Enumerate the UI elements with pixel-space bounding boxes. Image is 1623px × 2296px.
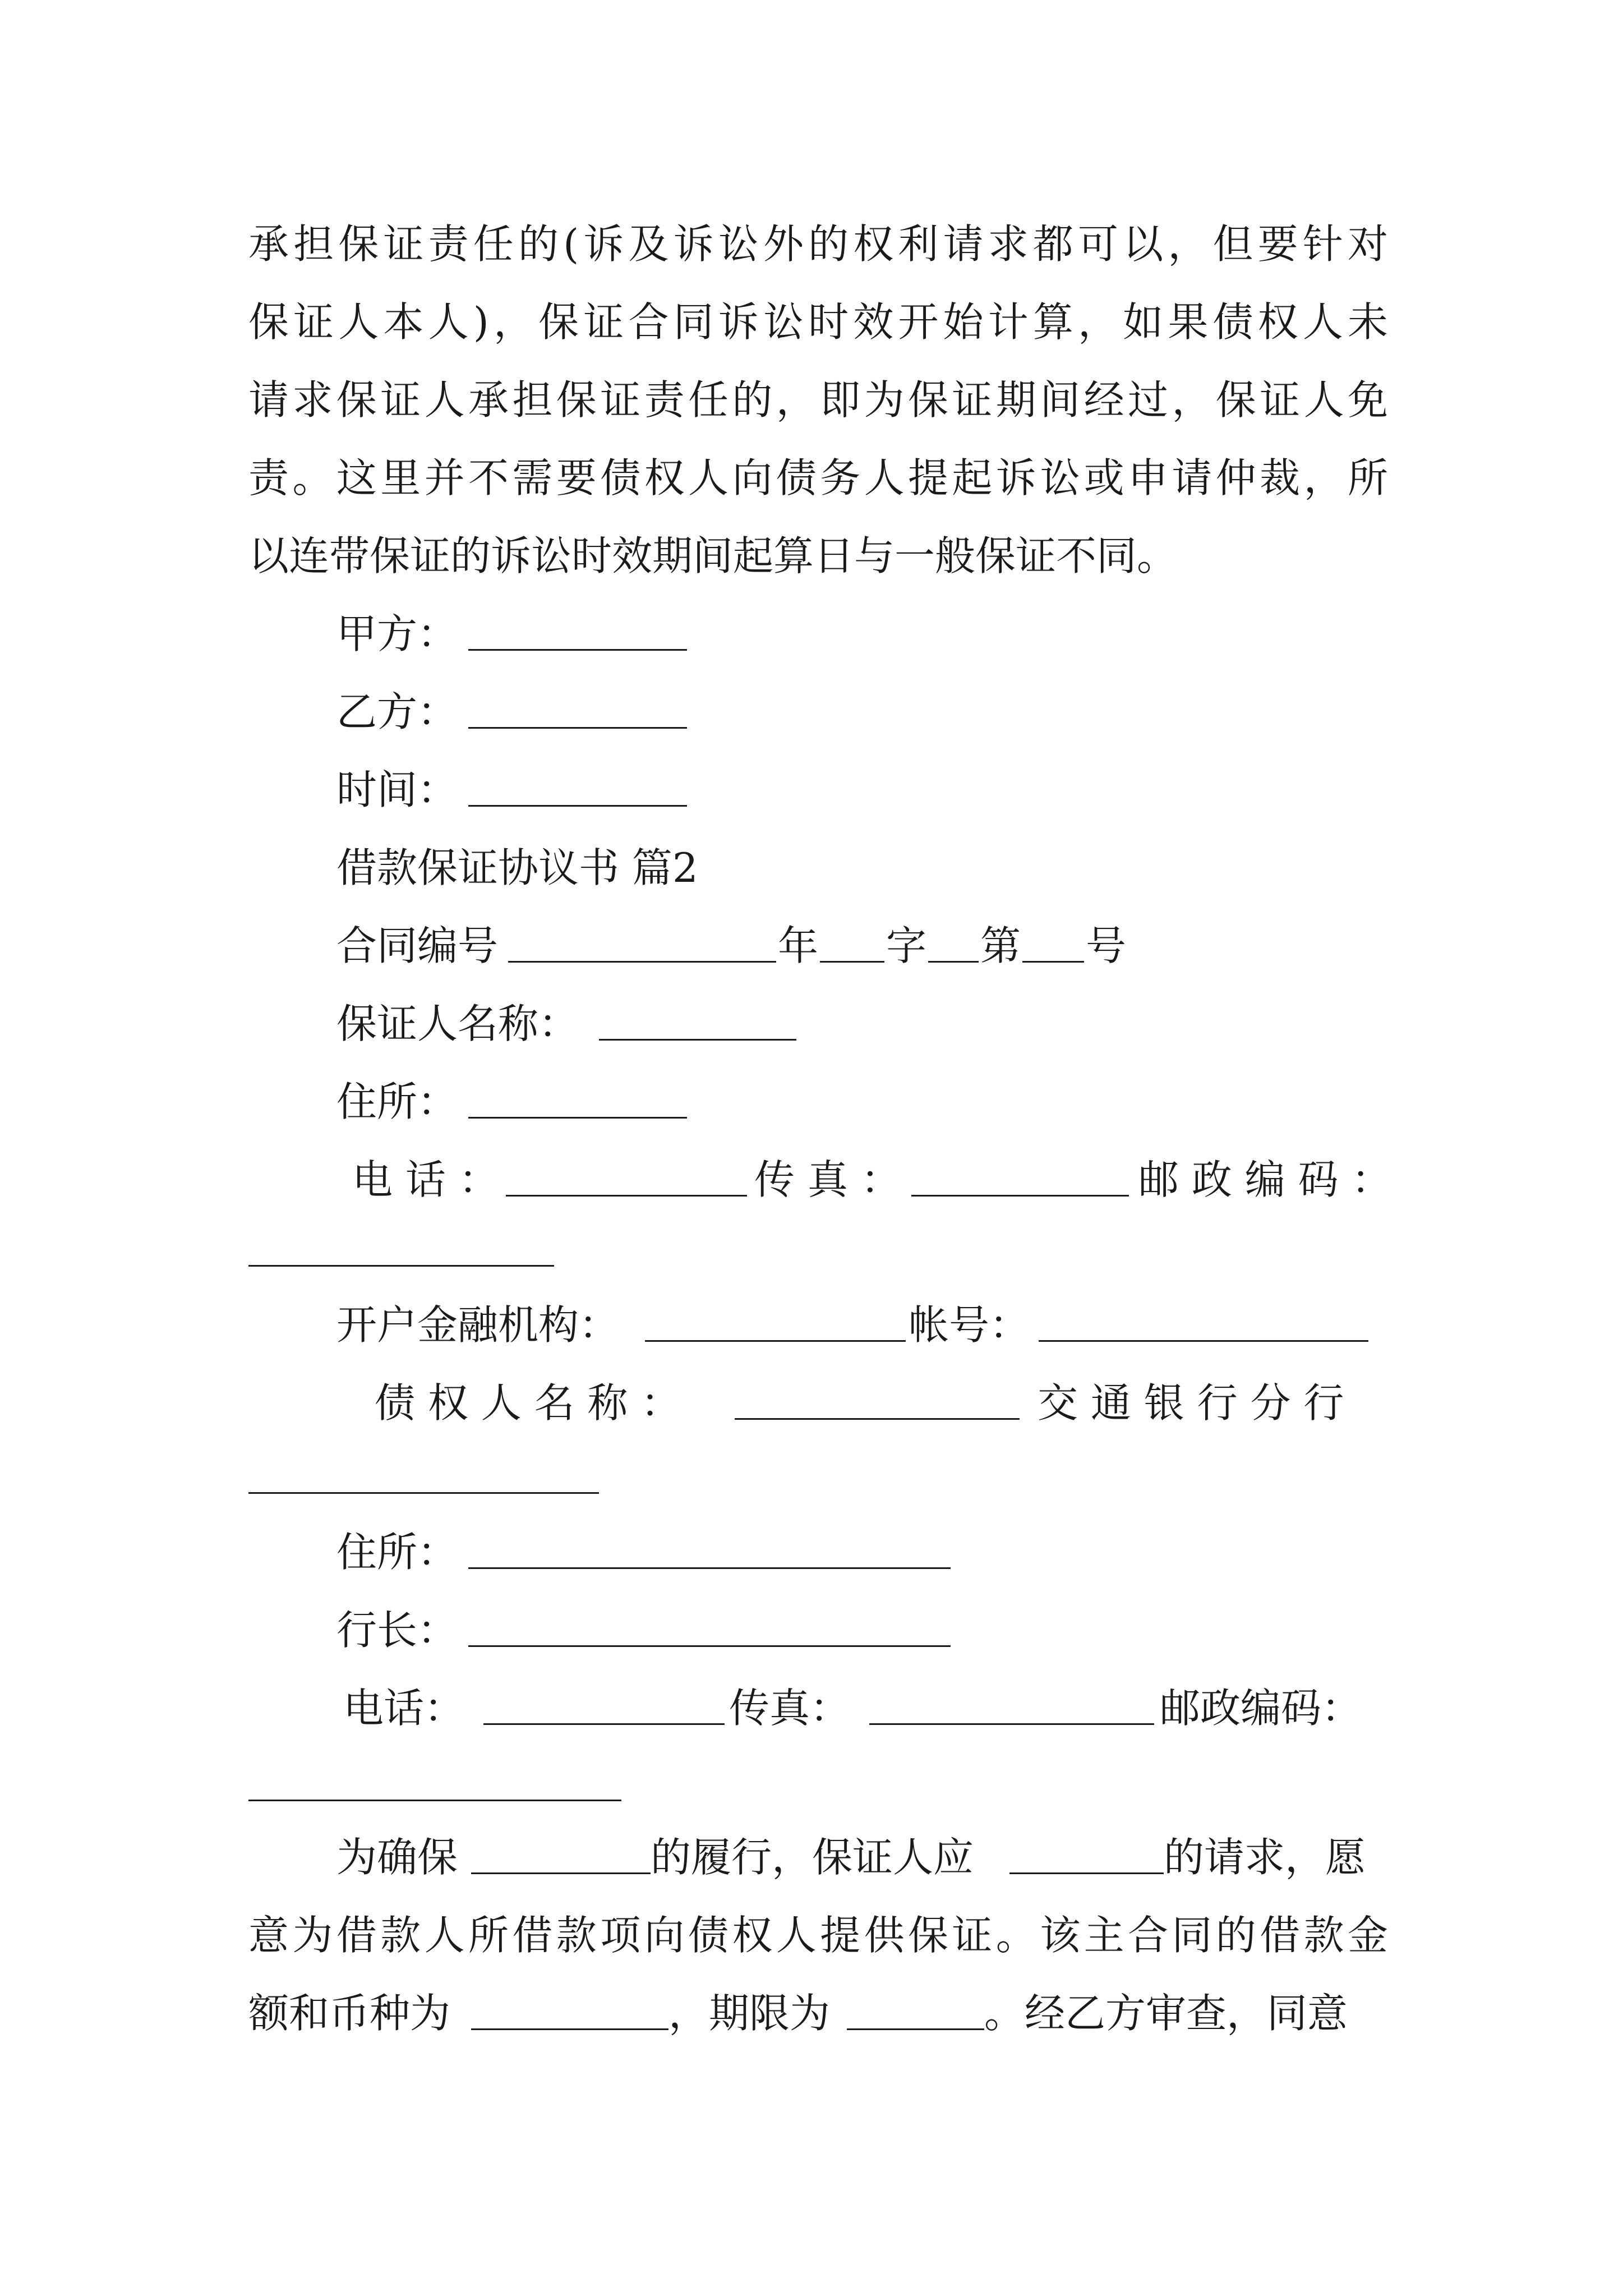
contract-no-label: 合同编号 xyxy=(336,922,499,969)
party-a-blank[interactable] xyxy=(468,649,687,651)
creditor-postal-blank[interactable] xyxy=(248,1800,621,1801)
phone-blank[interactable] xyxy=(506,1195,747,1197)
guarantor-name-blank[interactable] xyxy=(599,1039,796,1041)
creditor-bank: 交 通 银 行 分 行 xyxy=(1038,1379,1344,1427)
date-blank[interactable] xyxy=(468,805,687,807)
bank-label: 开户金融机构： xyxy=(336,1301,620,1349)
bank-blank[interactable] xyxy=(645,1340,906,1342)
address-label: 住所： xyxy=(336,1078,458,1125)
creditor-label: 债 权 人 名 称 ： xyxy=(375,1379,681,1427)
section-title: 借款保证协议书 篇2 xyxy=(336,844,698,891)
paragraph-line: 的请求，愿 xyxy=(1164,1834,1366,1881)
term-blank[interactable] xyxy=(847,2028,984,2030)
address-blank[interactable] xyxy=(468,1117,687,1119)
paragraph-line: 承担保证责任的(诉及诉讼外的权利请求都可以，但要针对 xyxy=(248,220,1388,268)
creditor-bank-blank[interactable] xyxy=(248,1492,599,1494)
date-label: 时间： xyxy=(336,766,458,813)
president-label: 行长： xyxy=(336,1607,458,1654)
contract-char-label: 字 xyxy=(886,922,927,969)
paragraph-line: 责。这里并不需要债权人向债务人提起诉讼或申请仲裁，所 xyxy=(248,454,1388,501)
creditor-fax-blank[interactable] xyxy=(869,1723,1154,1725)
creditor-phone-label: 电话： xyxy=(343,1685,465,1732)
borrower-blank[interactable] xyxy=(1009,1872,1164,1874)
party-b-blank[interactable] xyxy=(468,727,687,729)
contract-num-label: 号 xyxy=(1086,922,1127,969)
postal-blank[interactable] xyxy=(248,1265,554,1267)
paragraph-line: 保证人本人)，保证合同诉讼时效开始计算，如果债权人未 xyxy=(248,298,1388,346)
paragraph-line: 为确保 xyxy=(336,1834,458,1881)
creditor-address-label: 住所： xyxy=(336,1529,458,1576)
postal-label: 邮 政 编 码 ： xyxy=(1138,1156,1392,1203)
fax-blank[interactable] xyxy=(911,1195,1129,1197)
paragraph-line: 以连带保证的诉讼时效期间起算日与一般保证不同。 xyxy=(248,532,1178,579)
contract-year-blank[interactable] xyxy=(820,961,884,963)
creditor-address-blank[interactable] xyxy=(468,1567,951,1569)
account-blank[interactable] xyxy=(1039,1340,1368,1342)
paragraph-line: 额和币种为 xyxy=(248,1990,451,2037)
creditor-blank[interactable] xyxy=(735,1418,1020,1420)
paragraph-line: 意为借款人所借款项向债权人提供保证。该主合同的借款金 xyxy=(248,1912,1388,1959)
phone-label: 电 话 ： xyxy=(352,1156,499,1203)
paragraph-line: 。经乙方审查，同意 xyxy=(984,1990,1348,2037)
contract-char-blank[interactable] xyxy=(928,961,979,963)
contract-blank[interactable] xyxy=(471,1872,651,1874)
paragraph-line: 请求保证人承担保证责任的，即为保证期间经过，保证人免 xyxy=(248,376,1388,424)
guarantor-name-label: 保证人名称： xyxy=(336,1000,579,1047)
paragraph-line: ，期限为 xyxy=(668,1990,831,2037)
creditor-phone-blank[interactable] xyxy=(483,1723,725,1725)
contract-no-prefix: 第 xyxy=(980,922,1021,969)
president-blank[interactable] xyxy=(468,1645,951,1647)
creditor-postal-label: 邮政编码： xyxy=(1160,1685,1362,1732)
party-b-label: 乙方： xyxy=(336,688,458,735)
contract-num-blank[interactable] xyxy=(1022,961,1084,963)
account-label: 帐号： xyxy=(909,1301,1030,1349)
fax-label: 传 真 ： xyxy=(754,1156,901,1203)
amount-blank[interactable] xyxy=(471,2028,668,2030)
contract-no-blank[interactable] xyxy=(508,961,776,963)
contract-year-label: 年 xyxy=(778,922,819,969)
party-a-label: 甲方： xyxy=(336,610,458,657)
creditor-fax-label: 传真： xyxy=(729,1685,851,1732)
paragraph-line: 的履行，保证人应 xyxy=(651,1834,974,1881)
